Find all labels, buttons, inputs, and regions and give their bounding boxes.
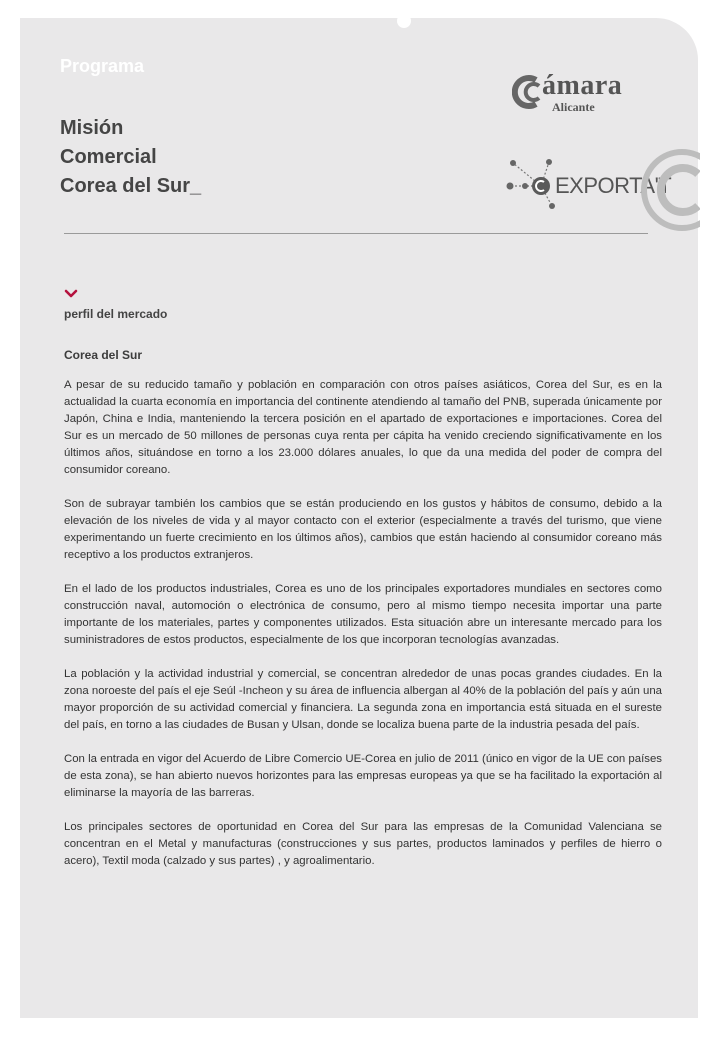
paragraph: Son de subrayar también los cambios que se están produciendo en los gustos y hábitos de consumo, debido a la elevación de los niveles de vida y al mayor contacto con el exterior (especialmente a través del turismo, que viene experimentando un fuerte crecimiento en los últimos años), cambios que están haciendo al consumidor coreano más receptivo a los productos extranjeros. [64,498,662,561]
paragraph: Los principales sectores de oportunidad en Corea del Sur para las empresas de la Comunidad Valenciana se concentran en el Metal y manufacturas (construcciones y sus partes, productos laminados y perfiles de hierro o acero), Textil moda (calzado y sus partes) , y agroalimentario. [64,821,662,867]
title-line: Misión [60,117,124,139]
camara-city: Alicante [552,100,595,114]
program-label: Programa [60,56,145,76]
header-divider [64,233,648,234]
camara-alicante-logo [512,70,642,114]
section-label: perfil del mercado [64,307,168,321]
paragraph: Con la entrada en vigor del Acuerdo de Libre Comercio UE-Corea en julio de 2011 (único en vigor de la UE con países de esta zona), se han abierto nuevos horizontes para las empresas europeas ya que se ha facilitado la exportación al eliminarse la mayoría de las barreras. [64,753,662,799]
page-title [60,114,201,201]
body-text [64,377,662,887]
network-icon [505,158,557,210]
camara-wordmark: ámara [542,70,623,101]
paragraph: A pesar de su reducido tamaño y población en comparación con otros países asiáticos, Corea del Sur, es en la actualidad la cuarta economía en importancia del continente atendiendo al tamaño del PNB, superada únicamente por Japón, China e India, manteniendo la tercera posición en el apartado de exportaciones e importaciones. Corea del Sur es un mercado de 50 millones de personas cuya renta per cápita ha venido creciendo significativamente en los últimos años, situándose en torno a los 23.000 dólares anuales, lo que da una medida del poder de compra del consumidor coreano. [64,379,662,476]
title-line: Comercial [60,146,157,168]
chevron-down-icon [64,289,78,299]
camara-watermark-icon [640,148,700,232]
camara-c-icon [512,72,546,112]
paragraph: La población y la actividad industrial y comercial, se concentran alrededor de unas pocas grandes ciudades. En la zona noroeste del país el eje Seúl -Incheon y su área de influencia albergan al 40% de la población del país y aún una mayor proporción de su actividad comercial y financiera. La segunda zona en importancia está situada en el sureste del país, en torno a las ciudades de Busan y Ulsan, donde se localiza buena parte de la industria pesada del país. [64,668,662,731]
paragraph: En el lado de los productos industriales, Corea es uno de los principales exportadores mundiales en sectores como construcción naval, automoción o electrónica de consumo, pero al mismo tiempo necesita importar una parte importante de los materiales, partes y componentes utilizados. Esta situación abre un interesante mercado para los suministradores de estos productos, especialmente de los que incorporan tecnologías avanzadas. [64,583,662,646]
title-line: Corea del Sur_ [60,175,202,197]
section-subheading: Corea del Sur [64,348,143,362]
exportat-logo [505,158,672,210]
top-dot-decoration [397,14,411,28]
exportat-wordmark: EXPORTA'T [555,173,672,198]
